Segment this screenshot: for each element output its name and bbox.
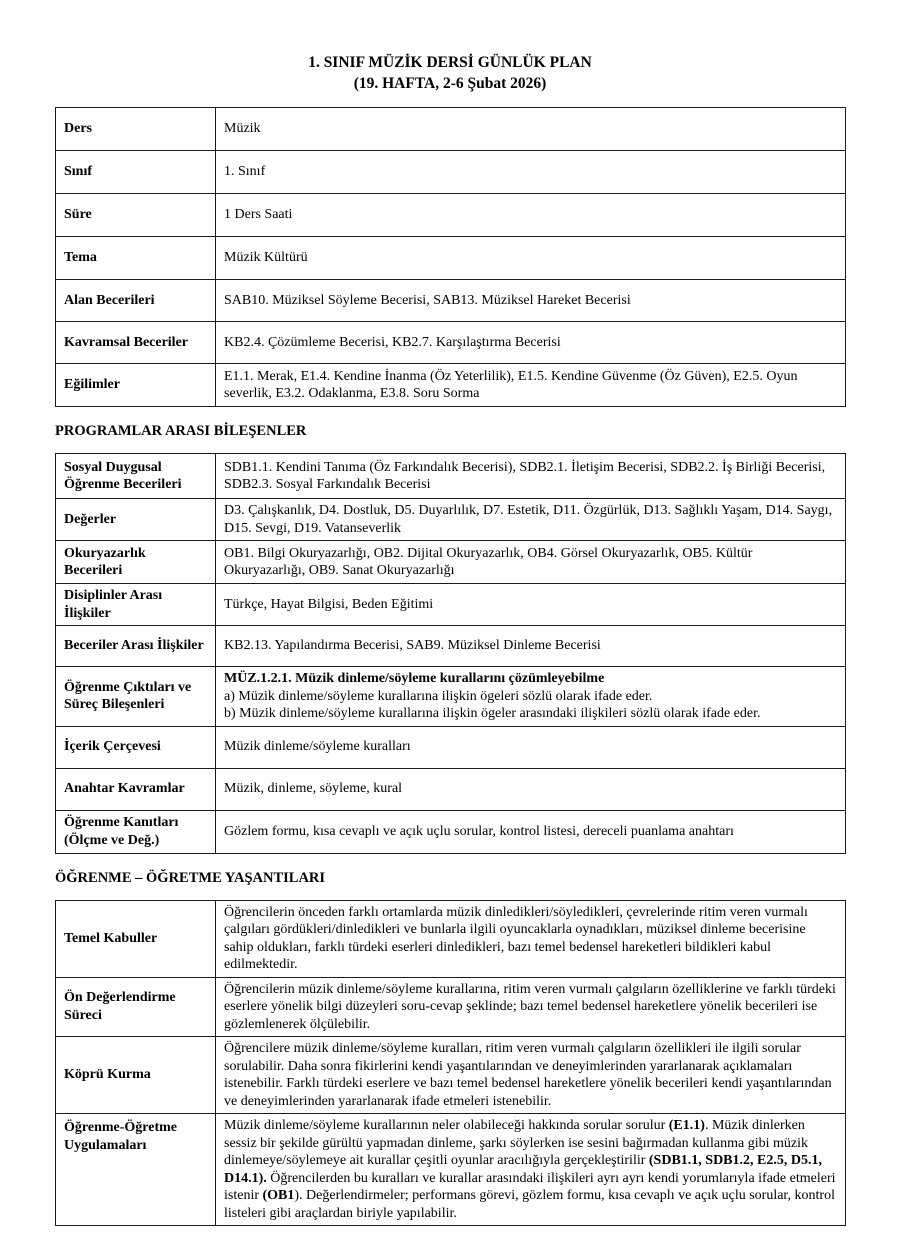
table-row-anahtar-kavramlar	[56, 768, 846, 810]
table-row-beceriler-arasi	[56, 626, 846, 667]
row-value: 1. Sınıf	[216, 151, 846, 194]
text-segment-bold: (SDB1.1, SDB1.2, E2.5, D5.1, D14.1).	[224, 1153, 822, 1186]
row-value: Öğrencilerin önceden farklı ortamlarda müzik dinledikleri/söyledikleri, çevrelerinde ritim veren vurmalı çalgıları gördükleri/dinledikleri ve bunlarla ilgili oyuncaklarla oynadıkları, müziksel dinleme becerisine sahip oldukları, farklı türdeki eserleri dinledikleri, bazı temel bedensel hareketleri bildikleri kabul edilmektedir.	[216, 900, 846, 977]
text-segment: ). Değerlendirmeler; performans görevi, gözlem formu, kısa cevaplı ve açık uçlu sorular, kontrol listeleri gibi araçlardan biriyle yapılabilir.	[224, 1188, 835, 1221]
table-row-temel-kabuller	[56, 900, 846, 977]
row-value: Müzik, dinleme, söyleme, kural	[216, 768, 846, 810]
table-row-sure	[56, 194, 846, 237]
learning-outcome-item-b: b) Müzik dinleme/söyleme kurallarına ilişkin ögeler arasındaki ilişkileri sözlü olarak ifade eder.	[224, 706, 761, 721]
row-value: Müzik Kültürü	[216, 237, 846, 280]
table-row-sosyal-duygusal	[56, 454, 846, 499]
table-row-kavramsal-beceriler	[56, 322, 846, 364]
learning-outcome-code: MÜZ.1.2.1. Müzik dinleme/söyleme kurallarını çözümleyebilme	[224, 671, 605, 686]
row-label: İçerik Çerçevesi	[56, 726, 216, 768]
row-label: Ön Değerlendirme Süreci	[56, 977, 216, 1037]
row-value: Öğrencilere müzik dinleme/söyleme kuralları, ritim veren vurmalı çalgıların özellikleri ile ilgili sorular sorulabilir. Daha sonra fikirlerini kendi yaşantılarından ve deneyimlerinden yararlanarak açıklamaları istenebilir. Farklı türdeki eserlere ve bazı temel bedensel hareketlere yönelik becerileri kendi yaşantılarından ve deneyimlerinden yararlanarak ifade etmeleri istenebilir.	[216, 1037, 846, 1114]
table-row-ders	[56, 108, 846, 151]
row-label: Sosyal Duygusal Öğrenme Becerileri	[56, 454, 216, 499]
row-value: E1.1. Merak, E1.4. Kendine İnanma (Öz Yeterlilik), E1.5. Kendine Güvenme (Öz Güven), E2.5. Oyun severlik, E3.2. Odaklanma, E3.8. Soru Sorma	[216, 364, 846, 407]
row-label: Ders	[56, 108, 216, 151]
text-segment: . Müzik dinlerken sessiz bir şekilde gürültü yapmadan dinleme, şarkı söylerken ise sesini bağırmadan kullanma gibi müzik dinlemeye/söylemeye ait kurallar çeşitli oyunlar aracılığıyla gerçekleştirilir	[224, 1118, 808, 1168]
row-value: Öğrencilerin müzik dinleme/söyleme kurallarına, ritim veren vurmalı çalgıların özelliklerine ve farklı türdeki eserlere yönelik bilgi düzeyleri soru-cevap şeklinde; bazı temel bedensel hareketlere yönelik becerileri ise gözlemlenerek ölçülebilir.	[216, 977, 846, 1037]
row-label: Anahtar Kavramlar	[56, 768, 216, 810]
row-label: Temel Kabuller	[56, 900, 216, 977]
row-label: Eğilimler	[56, 364, 216, 407]
row-value: OB1. Bilgi Okuryazarlığı, OB2. Dijital Okuryazarlık, OB4. Görsel Okuryazarlık, OB5. Kültür Okuryazarlığı, OB9. Sanat Okuryazarlığı	[216, 541, 846, 584]
row-value: Türkçe, Hayat Bilgisi, Beden Eğitimi	[216, 584, 846, 626]
row-label: Öğrenme Kanıtları (Ölçme ve Değ.)	[56, 810, 216, 853]
table-row-ogrenme-ciktilari	[56, 667, 846, 727]
table-row-ogrenme-ogretme-uygulamalari	[56, 1114, 846, 1226]
row-label: Sınıf	[56, 151, 216, 194]
lesson-info-table	[55, 107, 846, 407]
text-segment: Öğrencilerden bu kuralları ve kurallar arasındaki ilişkileri ayrı ayrı kendi yorumlarıyla ifade etmeleri istenir	[224, 1170, 836, 1203]
table-row-kopru-kurma	[56, 1037, 846, 1114]
learning-outcome-item-a: a) Müzik dinleme/söyleme kurallarına ilişkin ögeleri sözlü olarak ifade eder.	[224, 688, 653, 704]
row-value: Gözlem formu, kısa cevaplı ve açık uçlu sorular, kontrol listesi, dereceli puanlama anahtarı	[216, 810, 846, 853]
table-row-disiplinler-arasi	[56, 584, 846, 626]
row-value: Müzik	[216, 108, 846, 151]
table-row-degerler	[56, 499, 846, 541]
text-segment: Müzik dinleme/söyleme kurallarının neler olabileceği hakkında sorular sorulur	[224, 1118, 669, 1133]
row-label: Kavramsal Beceriler	[56, 322, 216, 364]
row-label: Beceriler Arası İlişkiler	[56, 626, 216, 667]
row-value: SDB1.1. Kendini Tanıma (Öz Farkındalık Becerisi), SDB2.1. İletişim Becerisi, SDB2.2. İş Birliği Becerisi, SDB2.3. Sosyal Farkındalık Becerisi	[216, 454, 846, 499]
row-label: Öğrenme-Öğretme Uygulamaları	[56, 1114, 216, 1226]
cross-program-components-table	[55, 453, 846, 854]
row-label: Okuryazarlık Becerileri	[56, 541, 216, 584]
row-label: Köprü Kurma	[56, 1037, 216, 1114]
table-row-ogrenme-kanitlari	[56, 810, 846, 853]
row-label: Tema	[56, 237, 216, 280]
table-row-on-degerlendirme	[56, 977, 846, 1037]
table-row-okuryazarlik	[56, 541, 846, 584]
text-segment-bold: (E1.1)	[668, 1118, 705, 1133]
document-title-line2: (19. HAFTA, 2-6 Şubat 2026)	[353, 75, 547, 92]
section-heading-programlar-arasi: PROGRAMLAR ARASI BİLEŞENLER	[55, 423, 307, 439]
table-row-egilimler	[56, 364, 846, 407]
row-value: KB2.13. Yapılandırma Becerisi, SAB9. Müziksel Dinleme Becerisi	[216, 626, 846, 667]
table-row-sinif	[56, 151, 846, 194]
row-value: 1 Ders Saati	[216, 194, 846, 237]
row-label: Değerler	[56, 499, 216, 541]
text-segment-bold: (OB1	[262, 1188, 295, 1203]
row-value: KB2.4. Çözümleme Becerisi, KB2.7. Karşılaştırma Becerisi	[216, 322, 846, 364]
row-label: Alan Becerileri	[56, 280, 216, 322]
section-heading-ogrenme-ogretme: ÖĞRENME – ÖĞRETME YAŞANTILARI	[55, 869, 326, 886]
document-title	[55, 52, 845, 94]
row-value: SAB10. Müziksel Söyleme Becerisi, SAB13. Müziksel Hareket Becerisi	[216, 280, 846, 322]
learning-experiences-table	[55, 900, 846, 1227]
table-row-tema	[56, 237, 846, 280]
row-value	[216, 1114, 846, 1226]
table-row-icerik-cercevesi	[56, 726, 846, 768]
row-label: Disiplinler Arası İlişkiler	[56, 584, 216, 626]
row-label: Öğrenme Çıktıları ve Süreç Bileşenleri	[56, 667, 216, 727]
document-title-line1: 1. SINIF MÜZİK DERSİ GÜNLÜK PLAN	[308, 54, 592, 71]
row-value: Müzik dinleme/söyleme kuralları	[216, 726, 846, 768]
row-value: D3. Çalışkanlık, D4. Dostluk, D5. Duyarlılık, D7. Estetik, D11. Özgürlük, D13. Sağlıklı Yaşam, D14. Saygı, D15. Sevgi, D19. Vatanseverlik	[216, 499, 846, 541]
row-value	[216, 667, 846, 727]
row-label: Süre	[56, 194, 216, 237]
table-row-alan-becerileri	[56, 280, 846, 322]
